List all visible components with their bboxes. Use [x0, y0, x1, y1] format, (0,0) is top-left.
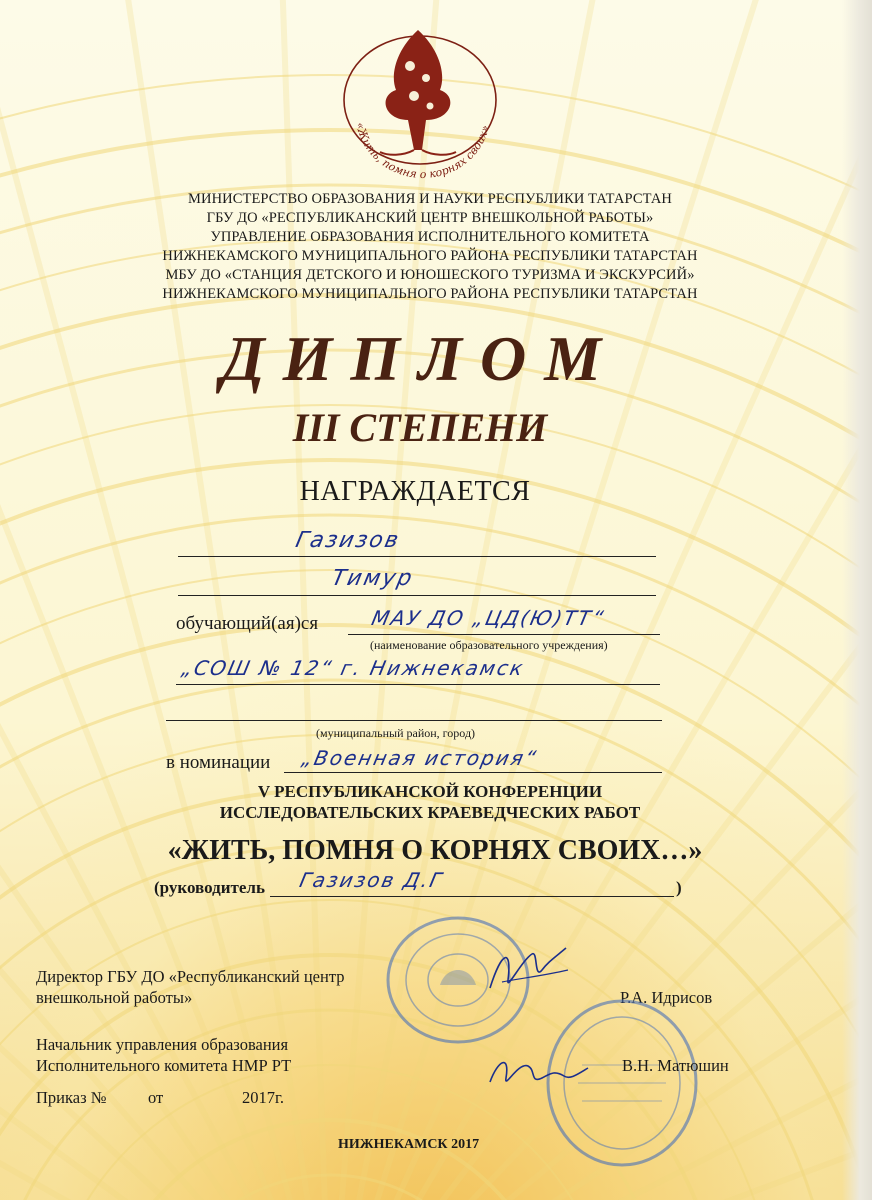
director-title-1: Директор ГБУ ДО «Республиканский центр — [36, 967, 345, 986]
issuer-header — [80, 190, 780, 304]
order-from: от — [148, 1088, 164, 1107]
order-year: 2017г. — [242, 1088, 285, 1107]
recipient-name: Тимур — [329, 566, 416, 591]
name-line — [178, 595, 656, 596]
header-line: НИЖНЕКАМСКОГО МУНИЦИПАЛЬНОГО РАЙОНА РЕСПУБЛИКИ ТАТАРСТАН — [162, 248, 698, 264]
header-line: УПРАВЛЕНИЕ ОБРАЗОВАНИЯ ИСПОЛНИТЕЛЬНОГО КОМИТЕТА — [210, 229, 650, 245]
head-name: В.Н. Матюшин — [622, 1056, 729, 1075]
head-title-2: Исполнительного комитета НМР РТ — [36, 1056, 292, 1075]
head-title-1: Начальник управления образования — [36, 1035, 289, 1054]
district-line — [166, 720, 662, 721]
diploma-title: ДИПЛОМ — [220, 323, 620, 394]
institution-value-2: „СОШ № 12“ г. Нижнекамск — [179, 656, 527, 680]
supervisor-close: ) — [676, 878, 682, 897]
institution-caption: (наименование образовательного учреждения) — [370, 638, 608, 652]
awarded-heading: НАГРАЖДАЕТСЯ — [299, 476, 531, 507]
tree-logo — [318, 20, 518, 185]
header-line: НИЖНЕКАМСКОГО МУНИЦИПАЛЬНОГО РАЙОНА РЕСПУБЛИКИ ТАТАРСТАН — [162, 286, 698, 302]
surname-line — [178, 556, 656, 557]
institution-value: МАУ ДО „ЦД(Ю)ТТ“ — [369, 606, 608, 630]
head-signature — [484, 1044, 594, 1096]
nomination-line — [284, 772, 662, 773]
director-signature — [482, 940, 572, 1000]
institution-line-2 — [176, 684, 660, 685]
institution-label: обучающий(ая)ся — [176, 613, 319, 634]
director-title-2: внешкольной работы» — [36, 988, 193, 1007]
nomination-label: в номинации — [166, 752, 271, 773]
district-caption: (муниципальный район, город) — [316, 726, 476, 740]
header-line: МИНИСТЕРСТВО ОБРАЗОВАНИЯ И НАУКИ РЕСПУБЛИКИ ТАТАРСТАН — [188, 191, 672, 207]
supervisor-value: Газизов Д.Г — [297, 868, 446, 892]
logo-motto: «Жить, помня о корнях своих» — [353, 121, 492, 181]
supervisor-label: (руководитель — [154, 878, 265, 897]
header-line: ГБУ ДО «РЕСПУБЛИКАНСКИЙ ЦЕНТР ВНЕШКОЛЬНОЙ РАБОТЫ» — [206, 210, 654, 226]
institution-line — [348, 634, 660, 635]
director-name: Р.А. Идрисов — [620, 988, 713, 1007]
conference-name: «ЖИТЬ, ПОМНЯ О КОРНЯХ СВОИХ…» — [167, 835, 703, 866]
conference-line-2: ИССЛЕДОВАТЕЛЬСКИХ КРАЕВЕДЧЕСКИХ РАБОТ — [219, 803, 641, 822]
nomination-value: „Военная история“ — [299, 746, 540, 770]
footer-city-year: НИЖНЕКАМСК 2017 — [338, 1137, 480, 1152]
conference-line-1: V РЕСПУБЛИКАНСКОЙ КОНФЕРЕНЦИИ — [257, 782, 603, 801]
supervisor-line — [270, 896, 674, 897]
diploma-degree: III СТЕПЕНИ — [292, 405, 548, 450]
page-edge — [842, 0, 872, 1200]
order-label: Приказ № — [36, 1088, 107, 1107]
header-line: МБУ ДО «СТАНЦИЯ ДЕТСКОГО И ЮНОШЕСКОГО ТУРИЗМА И ЭКСКУРСИЙ» — [165, 267, 695, 283]
recipient-surname: Газизов — [293, 528, 403, 553]
background-arc — [0, 460, 872, 1200]
